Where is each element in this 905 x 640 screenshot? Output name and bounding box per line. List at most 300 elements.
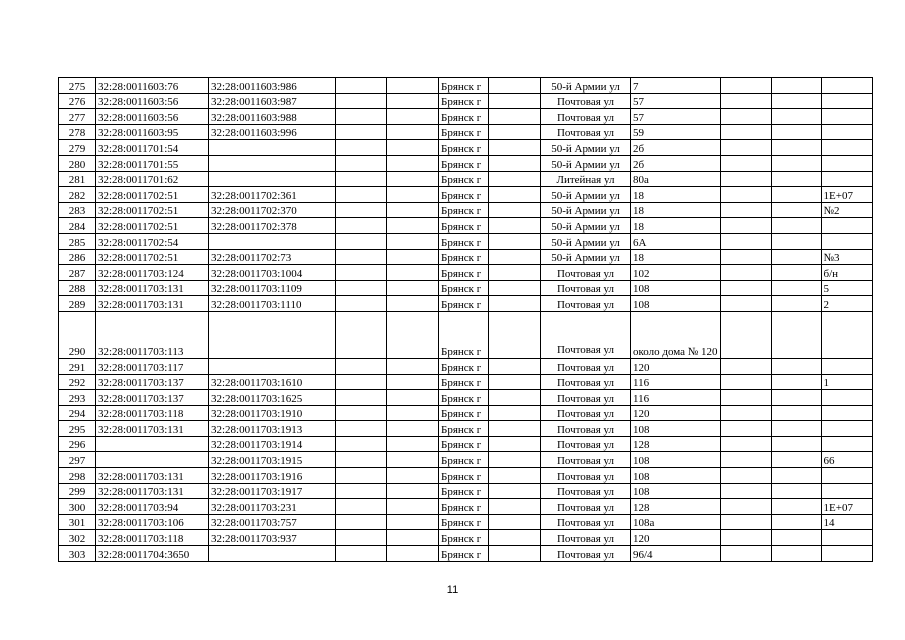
table-cell: 32:28:0011703:1914 xyxy=(209,436,336,452)
table-cell: Почтовая ул xyxy=(541,374,631,390)
table-cell: Почтовая ул xyxy=(541,530,631,546)
table-cell: Брянск г xyxy=(439,171,489,187)
table-cell: 50-й Армии ул xyxy=(541,202,631,218)
table-cell xyxy=(387,187,439,203)
table-cell: 275 xyxy=(59,78,96,94)
table-cell: Почтовая ул xyxy=(541,109,631,125)
table-cell: Почтовая ул xyxy=(541,358,631,374)
table-cell: 32:28:0011603:986 xyxy=(209,78,336,94)
table-cell xyxy=(720,171,771,187)
table-cell: 300 xyxy=(59,499,96,515)
table-cell xyxy=(771,514,821,530)
table-cell xyxy=(387,499,439,515)
table-cell: 18 xyxy=(631,187,721,203)
table-cell xyxy=(336,265,387,281)
table-cell xyxy=(821,140,872,156)
table-cell xyxy=(387,93,439,109)
table-cell xyxy=(336,202,387,218)
table-cell xyxy=(771,280,821,296)
table-cell xyxy=(387,265,439,281)
table-cell xyxy=(387,155,439,171)
table-cell xyxy=(96,452,209,468)
table-cell xyxy=(387,218,439,234)
table-cell xyxy=(387,390,439,406)
table-cell: 57 xyxy=(631,93,721,109)
table-cell: Брянск г xyxy=(439,390,489,406)
table-row xyxy=(59,296,873,312)
table-cell xyxy=(209,171,336,187)
table-cell xyxy=(209,140,336,156)
table-cell: Брянск г xyxy=(439,452,489,468)
table-cell: 50-й Армии ул xyxy=(541,249,631,265)
table-row xyxy=(59,233,873,249)
table-cell xyxy=(771,109,821,125)
table-cell xyxy=(336,249,387,265)
table-cell xyxy=(821,233,872,249)
table-cell xyxy=(336,452,387,468)
table-cell: Почтовая ул xyxy=(541,265,631,281)
table-cell xyxy=(489,514,541,530)
table-cell: Почтовая ул xyxy=(541,280,631,296)
table-cell xyxy=(489,109,541,125)
table-cell: 116 xyxy=(631,374,721,390)
table-row xyxy=(59,202,873,218)
table-cell xyxy=(336,374,387,390)
table-cell: Брянск г xyxy=(439,374,489,390)
table-cell: 32:28:0011603:996 xyxy=(209,124,336,140)
table-cell: 50-й Армии ул xyxy=(541,218,631,234)
table-cell: Брянск г xyxy=(439,358,489,374)
table-cell: 66 xyxy=(821,452,872,468)
table-cell xyxy=(489,530,541,546)
table-cell: 80а xyxy=(631,171,721,187)
table-cell xyxy=(336,187,387,203)
table-cell: 295 xyxy=(59,421,96,437)
table-cell xyxy=(336,421,387,437)
table-cell xyxy=(720,155,771,171)
table-row xyxy=(59,405,873,421)
table-cell xyxy=(771,265,821,281)
table-cell: 32:28:0011703:1004 xyxy=(209,265,336,281)
table-cell xyxy=(720,514,771,530)
table-cell: 6А xyxy=(631,233,721,249)
table-cell xyxy=(771,468,821,484)
table-cell: Почтовая ул xyxy=(541,124,631,140)
table-cell xyxy=(336,483,387,499)
table-row xyxy=(59,280,873,296)
table-cell xyxy=(387,421,439,437)
table-cell xyxy=(387,233,439,249)
table-cell xyxy=(489,405,541,421)
table-cell xyxy=(336,280,387,296)
table-cell: 108 xyxy=(631,280,721,296)
table-cell: 290 xyxy=(59,311,96,358)
table-cell xyxy=(387,171,439,187)
table-cell xyxy=(336,436,387,452)
table-cell: Брянск г xyxy=(439,311,489,358)
data-table xyxy=(58,77,873,562)
table-cell xyxy=(720,218,771,234)
table-cell: Брянск г xyxy=(439,109,489,125)
table-cell: 296 xyxy=(59,436,96,452)
table-cell xyxy=(720,421,771,437)
table-cell: Брянск г xyxy=(439,296,489,312)
table-cell: 302 xyxy=(59,530,96,546)
table-cell: 32:28:0011701:55 xyxy=(96,155,209,171)
table-cell xyxy=(771,530,821,546)
table-cell: 32:28:0011703:124 xyxy=(96,265,209,281)
table-cell xyxy=(387,452,439,468)
table-cell: Брянск г xyxy=(439,405,489,421)
table-row xyxy=(59,155,873,171)
table-cell: 32:28:0011704:3650 xyxy=(96,546,209,562)
table-cell xyxy=(821,218,872,234)
table-cell: 50-й Армии ул xyxy=(541,187,631,203)
table-cell: 108 xyxy=(631,452,721,468)
table-cell: 32:28:0011703:231 xyxy=(209,499,336,515)
table-cell xyxy=(387,124,439,140)
table-cell xyxy=(387,109,439,125)
table-cell: Брянск г xyxy=(439,249,489,265)
table-cell: 32:28:0011603:56 xyxy=(96,109,209,125)
table-cell: 14 xyxy=(821,514,872,530)
table-cell xyxy=(336,93,387,109)
table-cell: Почтовая ул xyxy=(541,436,631,452)
table-cell: 32:28:0011703:1915 xyxy=(209,452,336,468)
table-cell: около дома № 120 xyxy=(631,311,721,358)
table-cell xyxy=(387,280,439,296)
table-cell: 32:28:0011702:51 xyxy=(96,187,209,203)
table-cell: 292 xyxy=(59,374,96,390)
table-cell xyxy=(720,483,771,499)
table-cell: 32:28:0011703:1110 xyxy=(209,296,336,312)
table-cell xyxy=(821,93,872,109)
table-cell xyxy=(387,436,439,452)
table-cell xyxy=(720,124,771,140)
table-cell: Брянск г xyxy=(439,93,489,109)
table-cell: №2 xyxy=(821,202,872,218)
table-cell xyxy=(720,390,771,406)
table-cell: 57 xyxy=(631,109,721,125)
table-cell: 2б xyxy=(631,155,721,171)
table-cell xyxy=(771,311,821,358)
table-cell xyxy=(336,155,387,171)
table-cell: 287 xyxy=(59,265,96,281)
table-row xyxy=(59,546,873,562)
table-cell: 285 xyxy=(59,233,96,249)
table-cell: 32:28:0011703:131 xyxy=(96,280,209,296)
table-row xyxy=(59,390,873,406)
table-cell: 32:28:0011702:51 xyxy=(96,202,209,218)
table-cell: 18 xyxy=(631,249,721,265)
table-cell: Брянск г xyxy=(439,421,489,437)
table-cell: 50-й Армии ул xyxy=(541,140,631,156)
table-row xyxy=(59,140,873,156)
table-cell: Брянск г xyxy=(439,124,489,140)
table-cell: 32:28:0011703:131 xyxy=(96,296,209,312)
table-cell xyxy=(489,374,541,390)
table-cell: 297 xyxy=(59,452,96,468)
table-row xyxy=(59,530,873,546)
table-cell: 32:28:0011702:370 xyxy=(209,202,336,218)
table-cell xyxy=(387,530,439,546)
table-cell xyxy=(336,78,387,94)
table-cell xyxy=(387,249,439,265)
table-cell: 108 xyxy=(631,468,721,484)
table-cell xyxy=(771,483,821,499)
table-cell: 32:28:0011703:757 xyxy=(209,514,336,530)
table-cell: 32:28:0011702:51 xyxy=(96,218,209,234)
table-cell xyxy=(489,483,541,499)
table-cell xyxy=(821,436,872,452)
table-cell xyxy=(771,390,821,406)
table-cell: Брянск г xyxy=(439,546,489,562)
table-cell: 32:28:0011703:1917 xyxy=(209,483,336,499)
table-cell: 276 xyxy=(59,93,96,109)
table-cell xyxy=(209,358,336,374)
table-cell xyxy=(720,78,771,94)
table-cell: 7 xyxy=(631,78,721,94)
table-cell: 289 xyxy=(59,296,96,312)
table-cell: 1E+07 xyxy=(821,499,872,515)
table-cell xyxy=(720,311,771,358)
table-cell: 279 xyxy=(59,140,96,156)
table-cell xyxy=(771,78,821,94)
table-cell: 32:28:0011703:1916 xyxy=(209,468,336,484)
table-cell xyxy=(336,530,387,546)
table-cell: 286 xyxy=(59,249,96,265)
table-cell: Брянск г xyxy=(439,280,489,296)
table-cell: 120 xyxy=(631,358,721,374)
table-cell xyxy=(771,187,821,203)
table-cell xyxy=(387,374,439,390)
table-cell xyxy=(336,218,387,234)
table-cell: 32:28:0011603:988 xyxy=(209,109,336,125)
table-cell xyxy=(771,155,821,171)
table-cell xyxy=(771,249,821,265)
table-cell xyxy=(387,514,439,530)
table-cell: 32:28:0011703:131 xyxy=(96,483,209,499)
table-cell: 96/4 xyxy=(631,546,721,562)
table-cell xyxy=(489,124,541,140)
table-cell xyxy=(821,390,872,406)
table-cell: 50-й Армии ул xyxy=(541,233,631,249)
table-cell: Почтовая ул xyxy=(541,390,631,406)
table-cell: Почтовая ул xyxy=(541,405,631,421)
table-cell: б/н xyxy=(821,265,872,281)
table-row xyxy=(59,187,873,203)
table-cell xyxy=(489,546,541,562)
table-cell: 281 xyxy=(59,171,96,187)
table-cell: Почтовая ул xyxy=(541,93,631,109)
table-cell: Брянск г xyxy=(439,233,489,249)
table-cell: 32:28:0011703:113 xyxy=(96,311,209,358)
table-row xyxy=(59,514,873,530)
page-number: 11 xyxy=(446,584,459,596)
table-cell: Почтовая ул xyxy=(541,296,631,312)
table-cell: 32:28:0011703:131 xyxy=(96,468,209,484)
table-cell xyxy=(821,109,872,125)
table-cell: 284 xyxy=(59,218,96,234)
table-cell xyxy=(387,483,439,499)
table-row xyxy=(59,171,873,187)
table-cell xyxy=(489,78,541,94)
table-cell xyxy=(771,171,821,187)
table-cell xyxy=(771,218,821,234)
table-cell xyxy=(489,155,541,171)
table-cell: 32:28:0011701:62 xyxy=(96,171,209,187)
table-cell: №3 xyxy=(821,249,872,265)
table-cell xyxy=(771,296,821,312)
table-cell xyxy=(489,187,541,203)
table-cell xyxy=(336,171,387,187)
table-row xyxy=(59,265,873,281)
table-cell xyxy=(821,311,872,358)
table-cell xyxy=(336,390,387,406)
table-cell: 18 xyxy=(631,218,721,234)
table-cell: Брянск г xyxy=(439,187,489,203)
table-cell xyxy=(821,468,872,484)
table-cell xyxy=(489,280,541,296)
table-cell xyxy=(489,452,541,468)
table-cell xyxy=(771,358,821,374)
table-cell: 32:28:0011703:137 xyxy=(96,390,209,406)
table-cell xyxy=(489,233,541,249)
table-cell xyxy=(720,280,771,296)
table-cell: 5 xyxy=(821,280,872,296)
table-cell: 32:28:0011703:1109 xyxy=(209,280,336,296)
table-row xyxy=(59,436,873,452)
table-cell: Почтовая ул xyxy=(541,311,631,358)
table-cell: 277 xyxy=(59,109,96,125)
table-cell: 293 xyxy=(59,390,96,406)
table-cell xyxy=(387,468,439,484)
table-cell xyxy=(720,202,771,218)
table-cell xyxy=(489,202,541,218)
table-cell xyxy=(489,140,541,156)
table-cell: Брянск г xyxy=(439,468,489,484)
table-cell xyxy=(387,202,439,218)
table-cell: 50-й Армии ул xyxy=(541,78,631,94)
table-cell: 102 xyxy=(631,265,721,281)
table-cell: Почтовая ул xyxy=(541,514,631,530)
table-cell xyxy=(489,436,541,452)
table-body xyxy=(59,78,873,562)
table-cell xyxy=(489,249,541,265)
table-cell xyxy=(771,202,821,218)
table-cell xyxy=(771,124,821,140)
table-cell xyxy=(771,93,821,109)
table-cell: Брянск г xyxy=(439,78,489,94)
table-cell xyxy=(720,499,771,515)
table-cell: 120 xyxy=(631,530,721,546)
table-cell xyxy=(489,499,541,515)
table-cell: 291 xyxy=(59,358,96,374)
table-cell xyxy=(720,436,771,452)
table-cell xyxy=(821,421,872,437)
table-cell: Брянск г xyxy=(439,514,489,530)
table-cell xyxy=(489,311,541,358)
table-cell xyxy=(387,546,439,562)
table-cell xyxy=(771,499,821,515)
table-cell xyxy=(821,171,872,187)
table-cell: 32:28:0011702:378 xyxy=(209,218,336,234)
table-cell xyxy=(336,405,387,421)
table-cell xyxy=(489,390,541,406)
table-cell: 116 xyxy=(631,390,721,406)
table-cell: Почтовая ул xyxy=(541,546,631,562)
table-cell xyxy=(771,233,821,249)
table-cell xyxy=(336,546,387,562)
table-cell xyxy=(387,311,439,358)
table-cell xyxy=(720,93,771,109)
table-row xyxy=(59,124,873,140)
table-cell: 108 xyxy=(631,421,721,437)
table-cell: 2 xyxy=(821,296,872,312)
table-cell xyxy=(489,468,541,484)
table-cell: 298 xyxy=(59,468,96,484)
table-cell: 18 xyxy=(631,202,721,218)
table-cell xyxy=(720,140,771,156)
table-cell: 280 xyxy=(59,155,96,171)
table-cell xyxy=(771,374,821,390)
table-cell: 108 xyxy=(631,483,721,499)
table-cell xyxy=(489,265,541,281)
table-cell xyxy=(771,546,821,562)
table-cell: Литейная ул xyxy=(541,171,631,187)
table-cell xyxy=(336,296,387,312)
table-cell xyxy=(821,358,872,374)
table-cell xyxy=(821,78,872,94)
table-cell: Брянск г xyxy=(439,436,489,452)
table-cell xyxy=(821,405,872,421)
table-cell: 32:28:0011603:56 xyxy=(96,93,209,109)
table-cell: 32:28:0011702:51 xyxy=(96,249,209,265)
table-cell: 32:28:0011703:117 xyxy=(96,358,209,374)
table-cell xyxy=(209,233,336,249)
table-cell xyxy=(209,546,336,562)
table-cell xyxy=(489,171,541,187)
table-cell xyxy=(336,499,387,515)
table-cell: Почтовая ул xyxy=(541,452,631,468)
table-cell xyxy=(720,109,771,125)
table-cell: 32:28:0011702:54 xyxy=(96,233,209,249)
table-cell xyxy=(720,233,771,249)
table-row xyxy=(59,499,873,515)
table-cell: 32:28:0011702:361 xyxy=(209,187,336,203)
table-row xyxy=(59,452,873,468)
table-row xyxy=(59,218,873,234)
table-cell: 282 xyxy=(59,187,96,203)
table-row xyxy=(59,374,873,390)
table-cell xyxy=(489,296,541,312)
table-cell xyxy=(720,249,771,265)
table-cell: 1E+07 xyxy=(821,187,872,203)
table-cell xyxy=(821,155,872,171)
table-cell: 128 xyxy=(631,436,721,452)
table-cell xyxy=(387,78,439,94)
table-cell: Почтовая ул xyxy=(541,468,631,484)
table-cell xyxy=(336,233,387,249)
table-cell: 32:28:0011703:937 xyxy=(209,530,336,546)
table-cell: 294 xyxy=(59,405,96,421)
table-cell xyxy=(821,546,872,562)
table-row xyxy=(59,93,873,109)
table-cell: Брянск г xyxy=(439,483,489,499)
table-row xyxy=(59,358,873,374)
table-cell: 299 xyxy=(59,483,96,499)
table-cell: Брянск г xyxy=(439,218,489,234)
